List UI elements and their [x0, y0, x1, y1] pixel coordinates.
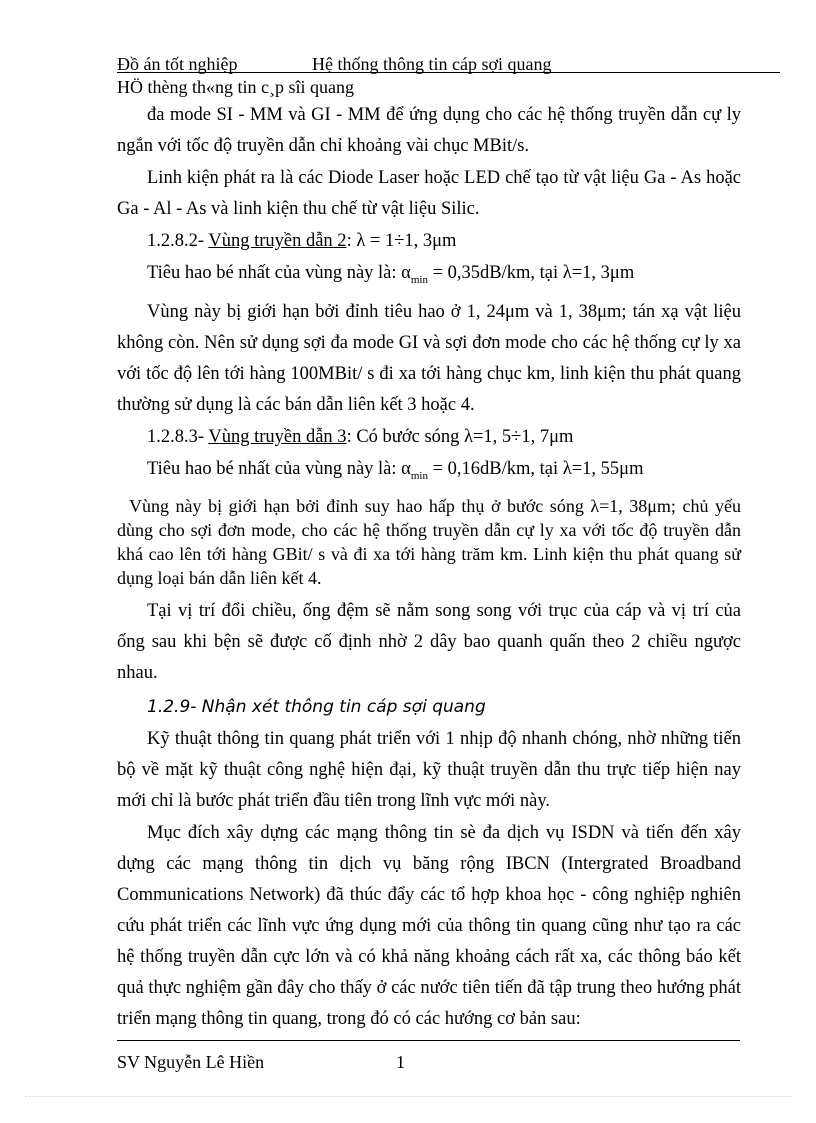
section-wavelength: : Có bước sóng λ=1, 5÷1, 7μm: [346, 427, 574, 447]
section-1-2-8-2: [117, 226, 741, 257]
paragraph-3: Vùng này bị giới hạn bởi đỉnh tiêu hao ở 1, 24μm và 1, 38μm; tán xạ vật liệu không còn. Nên sử dụng sợi đa mode GI và sợi đơn mode cho các hệ thống cự ly xa với tốc độ lên tới hàng 100MBit/ s đi xa tới hàng chục km, linh kiện thu phát quang thường sử dụng là các bán dẫn liên kết 3 hoặc 4.: [117, 302, 741, 415]
document-body: [117, 100, 741, 1035]
doc-label: Đồ án tốt nghiệp: [117, 54, 238, 74]
section-1-2-8-3: [117, 422, 741, 453]
doc-title: Hệ thống thông tin cáp sợi quang: [312, 54, 552, 74]
section-title: Vùng truyền dẫn 3: [208, 427, 347, 447]
loss-value: = 0,35dB/km, tại λ=1, 3μm: [427, 263, 635, 283]
header-rule: [117, 72, 780, 73]
paragraph-6: Kỹ thuật thông tin quang phát triển với 1 nhịp độ nhanh chóng, nhờ những tiến bộ về mặt kỹ thuật công nghệ hiện đại, kỹ thuật truyền dẫn thu trực tiếp hiện nay mới chỉ là bước phát triển đầu tiên trong lĩnh vực mới này.: [117, 729, 741, 811]
loss-text: Tiêu hao bé nhất của vùng này là: α: [147, 263, 411, 283]
loss-text: Tiêu hao bé nhất của vùng này là: α: [147, 459, 411, 479]
paragraph-2: Linh kiện phát ra là các Diode Laser hoặc LED chế tạo từ vật liệu Ga - As hoặc Ga - Al - As và linh kiện thu chế từ vật liệu Silic.: [117, 168, 741, 219]
section-number: 1.2.8.2-: [147, 231, 205, 251]
loss-value: = 0,16dB/km, tại λ=1, 55μm: [427, 459, 644, 479]
paragraph-1: đa mode SI - MM và GI - MM để ứng dụng cho các hệ thống truyền dẫn cự ly ngắn với tốc độ truyền dẫn chỉ khoảng vài chục MBit/s.: [117, 105, 741, 156]
page-number: 1: [396, 1052, 405, 1072]
section-number: 1.2.8.3-: [147, 427, 205, 447]
paragraph-5: Tại vị trí đổi chiều, ống đệm sẽ nằm song song với trục của cáp và vị trí của ống sau khi bện sẽ được cố định nhờ 2 dây bao quanh quấn theo 2 chiều ngược nhau.: [117, 601, 741, 683]
section-heading-1-2-9: 1.2.9- Nhận xét thông tin cáp sợi quang: [147, 697, 486, 717]
paragraph-7: Mục đích xây dựng các mạng thông tin sè đa dịch vụ ISDN và tiến đến xây dựng các mạng thông tin dịch vụ băng rộng IBCN (Intergrated Broadband Communications Network) đã thúc đẩy các tổ hợp khoa học - công nghiệp nghiên cứu phát triển các lĩnh vực ứng dụng mới của thông tin quang cũng như tạo ra các hệ thống truyền dẫn cực lớn và có khả năng khoảng cách rất xa, các thông báo kết quả thực nghiệm gần đây cho thấy ở các nước tiên tiến đã tập trung theo hướng phát triển mạng thông tin quang, trong đó có các hướng cơ bản sau:: [117, 823, 741, 1029]
section-title: Vùng truyền dẫn 2: [208, 231, 347, 251]
garbled-title: HÖ thèng th«ng tin c¸p sîi quang: [117, 77, 354, 97]
alpha-subscript: min: [410, 274, 428, 286]
paragraph-4: Vùng này bị giới hạn bởi đỉnh suy hao hấp thụ ở bước sóng λ=1, 38μm; chủ yếu dùng cho sợi đơn mode, cho các hệ thống truyền dẫn cự ly xa với tốc độ truyền dẫn khá cao lên tới hàng GBit/ s và đi xa tới hàng trăm km. Linh kiện thu phát quang sử dụng loại bán dẫn liên kết 4.: [117, 496, 741, 588]
loss-line-1: [117, 258, 741, 296]
section-wavelength: : λ = 1÷1, 3μm: [346, 231, 457, 251]
loss-line-2: [117, 454, 741, 492]
alpha-subscript: min: [410, 470, 428, 482]
footer-author: SV Nguyễn Lê Hiền: [117, 1052, 265, 1072]
page-boundary: [25, 1096, 791, 1097]
footer-rule: [117, 1040, 740, 1041]
